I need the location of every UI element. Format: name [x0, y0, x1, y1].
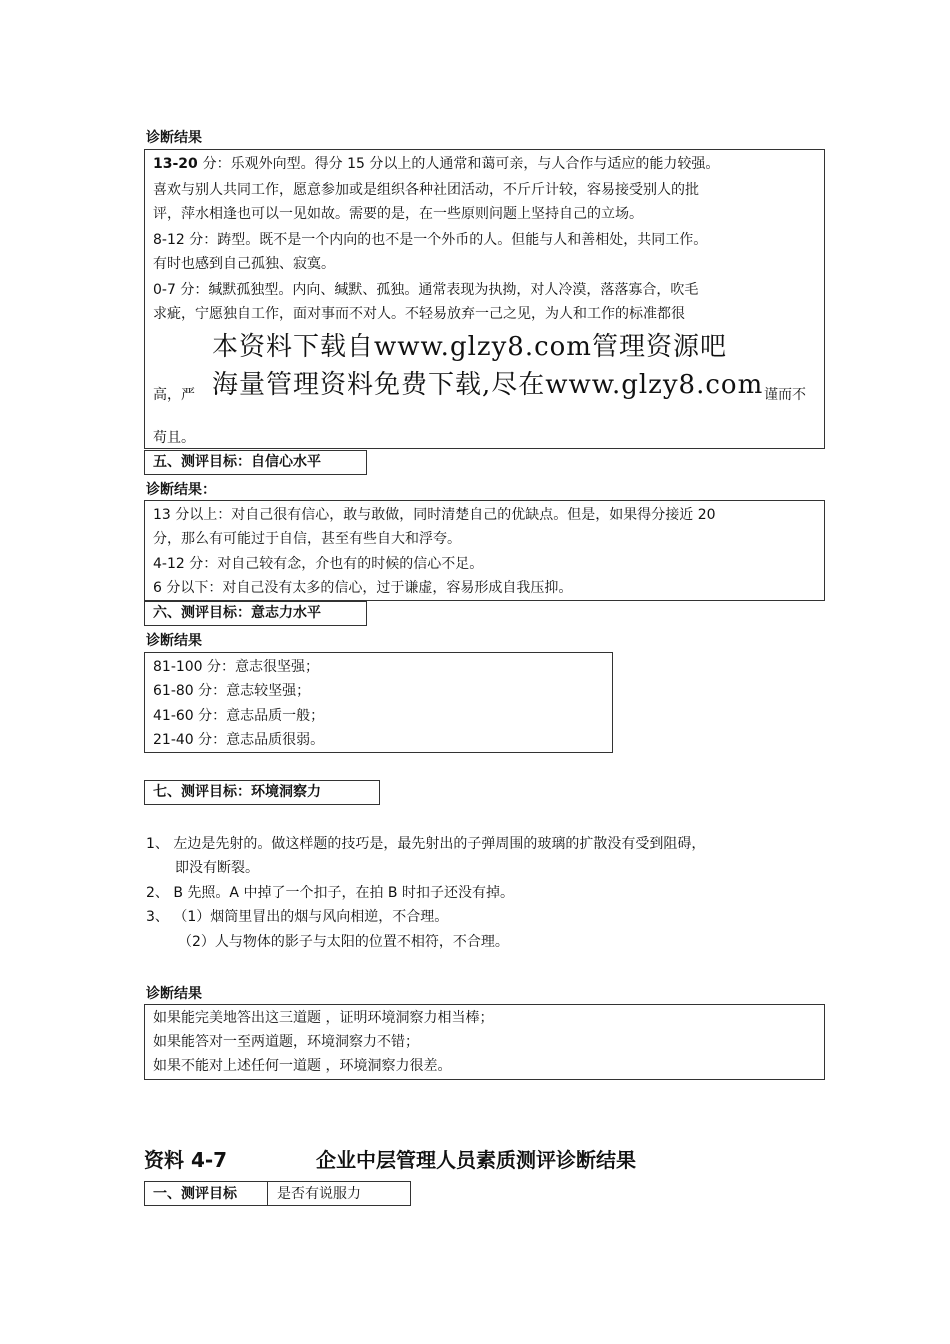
text-line: 有时也感到自己孤独、寂寞。 [153, 256, 335, 272]
diagnosis-label: 诊断结果 [146, 130, 202, 146]
text-line: 高，严 [153, 387, 195, 403]
text-line: 21-40 分：意志品质很弱。 [153, 732, 325, 748]
text-line: 如果能完美地答出这三道题 ，证明环境洞察力相当棒； [153, 1010, 494, 1026]
text-line: 8-12 分：踌型。既不是一个内向的也不是一个外币的人。但能与人和善相处，共同工作。 [153, 232, 708, 248]
text-line: 13-20 分：乐观外向型。得分 15 分以上的人通常和蔼可亲，与人合作与适应的能力较强。 [153, 156, 720, 172]
diagnosis-box [144, 1004, 825, 1080]
section-heading: 五、测评目标：自信心水平 [144, 450, 367, 475]
text-line: 苟且。 [153, 430, 195, 446]
answer-line: 即没有断裂。 [175, 860, 259, 876]
text-line: 如果能答对一至两道题，环境洞察力不错； [153, 1034, 419, 1050]
diagnosis-label: 诊断结果 [146, 986, 202, 1002]
text-line: 谨而不 [764, 387, 806, 403]
text-line: 如果不能对上述任何一道题 ，环境洞察力很差。 [153, 1058, 452, 1074]
watermark-line: 海量管理资料免费下载,尽在www.glzy8.com [212, 370, 764, 400]
cell-divider [267, 1182, 268, 1205]
text-line: 81-100 分：意志很坚强； [153, 659, 320, 675]
target-value: 是否有说服力 [277, 1186, 361, 1202]
diagnosis-label: 诊断结果： [146, 482, 216, 498]
section-heading: 七、测评目标：环境洞察力 [144, 780, 380, 805]
text-line: 13 分以上：对自己很有信心，敢与敢做，同时清楚自己的优缺点。但是，如果得分接近 20 [153, 507, 716, 523]
answer-line: 1、 左边是先射的。做这样题的技巧是，最先射出的子弹周围的玻璃的扩散没有受到阻碍， [146, 836, 706, 852]
target-label: 一、测评目标 [153, 1186, 237, 1202]
text-line: 6 分以下：对自己没有太多的信心，过于谦虚，容易形成自我压抑。 [153, 580, 573, 596]
text-line: 分，那么有可能过于自信，甚至有些自大和浮夸。 [153, 531, 461, 547]
material-title: 企业中层管理人员素质测评诊断结果 [316, 1148, 636, 1172]
material-number: 资料 4-7 [144, 1148, 228, 1172]
text-line: 61-80 分：意志较坚强； [153, 683, 311, 699]
text-line: 喜欢与别人共同工作，愿意参加或是组织各种社团活动，不斤斤计较，容易接受别人的批 [153, 182, 699, 198]
diagnosis-box [144, 652, 613, 753]
answer-line: （2）人与物体的影子与太阳的位置不相符，不合理。 [178, 934, 509, 950]
text-line: 0-7 分：缄默孤独型。内向、缄默、孤独。通常表现为执拗，对人冷漠，落落寡合，吹毛 [153, 282, 699, 298]
section-heading: 六、测评目标：意志力水平 [144, 601, 367, 626]
diagnosis-label: 诊断结果 [146, 633, 202, 649]
text-line: 4-12 分：对自己较有念，介也有的时候的信心不足。 [153, 556, 484, 572]
answer-line: 3、 （1）烟筒里冒出的烟与风向相逆，不合理。 [146, 909, 449, 925]
watermark-line: 本资料下载自www.glzy8.com管理资源吧 [212, 332, 727, 362]
diagnosis-box [144, 149, 825, 449]
text-line: 评，萍水相逢也可以一见如故。需要的是，在一些原则问题上坚持自己的立场。 [153, 206, 643, 222]
target-table-row [144, 1181, 411, 1206]
diagnosis-box [144, 500, 825, 601]
answer-line: 2、 B 先照。A 中掉了一个扣子，在拍 B 时扣子还没有掉。 [146, 885, 514, 901]
text-line: 41-60 分：意志品质一般； [153, 708, 325, 724]
text-line: 求疵，宁愿独自工作，面对事而不对人。不轻易放弃一己之见，为人和工作的标准都很 [153, 306, 685, 322]
